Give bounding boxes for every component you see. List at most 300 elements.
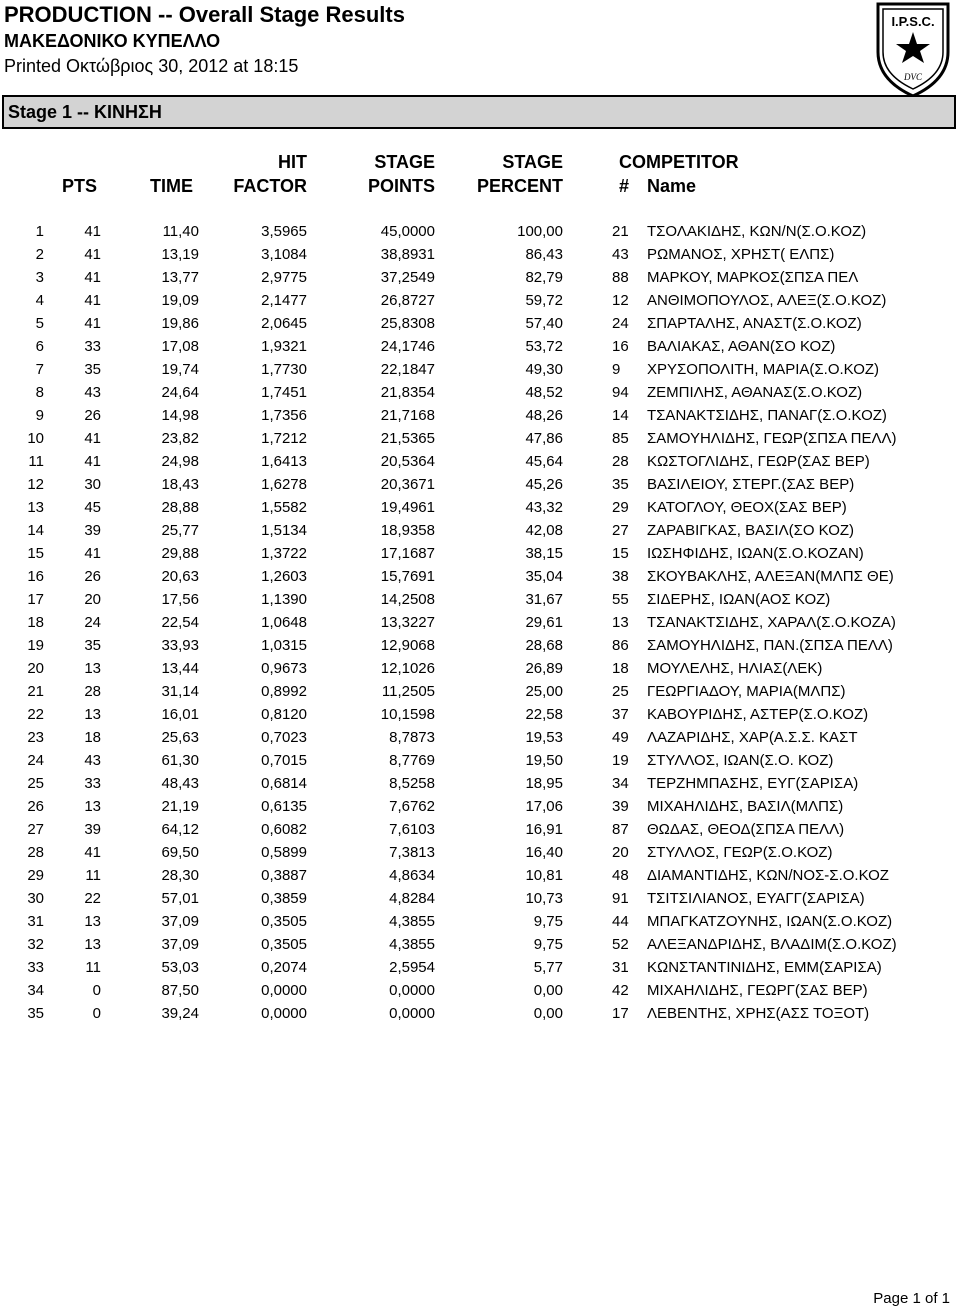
cell-time: 53,03 (161, 959, 199, 976)
cell-competitor-number: 86 (612, 637, 629, 654)
cell-time: 28,88 (161, 499, 199, 516)
cell-stage-points: 11,2505 (381, 683, 435, 700)
cell-stage-points: 25,8308 (380, 315, 435, 332)
table-row (0, 774, 960, 797)
cell-pts: 41 (84, 844, 101, 861)
cell-stage-percent: 45,64 (525, 453, 563, 470)
cell-time: 17,56 (161, 591, 199, 608)
cell-time: 13,19 (161, 246, 199, 263)
cell-pts: 26 (84, 407, 101, 424)
table-row (0, 291, 960, 314)
report-subtitle: ΜΑΚΕΔΟΝΙΚΟ ΚΥΠΕΛΛΟ (4, 31, 221, 51)
cell-hit-factor: 1,2603 (261, 568, 307, 585)
cell-pts: 11 (85, 959, 101, 976)
cell-stage-points: 20,3671 (380, 476, 435, 493)
cell-competitor-name: ΣΠΑΡΤΑΛΗΣ, ΑΝΑΣΤ(Σ.Ο.ΚΟΖ) (647, 315, 862, 332)
cell-stage-points: 19,4961 (380, 499, 435, 516)
cell-competitor-name: ΧΡΥΣΟΠΟΛΙΤΗ, ΜΑΡΙΑ(Σ.Ο.ΚΟΖ) (647, 361, 880, 378)
cell-time: 17,08 (161, 338, 199, 355)
cell-time: 19,09 (161, 292, 199, 309)
cell-pts: 18 (84, 729, 101, 746)
cell-place: 13 (27, 499, 44, 516)
cell-stage-points: 38,8931 (380, 246, 435, 263)
cell-pts: 39 (84, 821, 101, 838)
cell-stage-points: 18,9358 (380, 522, 435, 539)
cell-competitor-name: ΣΑΜΟΥΗΛΙΔΗΣ, ΠΑΝ.(ΣΠΣΑ ΠΕΛΛ) (647, 637, 893, 654)
cell-competitor-number: 20 (612, 844, 629, 861)
cell-pts: 11 (85, 867, 101, 884)
cell-hit-factor: 1,7451 (261, 384, 307, 401)
cell-competitor-name: ΤΣΑΝΑΚΤΣΙΔΗΣ, ΧΑΡΑΛ(Σ.Ο.ΚΟΖΑ) (647, 614, 896, 631)
cell-hit-factor: 1,0315 (261, 637, 307, 654)
cell-stage-points: 4,8284 (389, 890, 435, 907)
cell-place: 25 (27, 775, 44, 792)
cell-place: 9 (35, 407, 44, 424)
cell-stage-points: 0,0000 (389, 982, 435, 999)
cell-pts: 22 (84, 890, 101, 907)
cell-stage-points: 8,7769 (389, 752, 435, 769)
cell-competitor-name: ΣΚΟΥΒΑΚΛΗΣ, ΑΛΕΞΑΝ(ΜΛΠΣ ΘΕ) (647, 568, 894, 585)
cell-stage-percent: 59,72 (525, 292, 563, 309)
cell-competitor-number: 18 (612, 660, 629, 677)
cell-competitor-number: 91 (612, 890, 629, 907)
cell-competitor-number: 16 (612, 338, 629, 355)
cell-time: 19,86 (161, 315, 199, 332)
table-row (0, 820, 960, 843)
cell-competitor-number: 43 (612, 246, 629, 263)
cell-competitor-name: ΒΑΣΙΛΕΙΟΥ, ΣΤΕΡΓ.(ΣΑΣ ΒΕΡ) (647, 476, 855, 493)
cell-place: 16 (27, 568, 44, 585)
cell-place: 4 (35, 292, 44, 309)
cell-place: 3 (35, 269, 44, 286)
cell-competitor-number: 12 (612, 292, 629, 309)
cell-time: 20,63 (161, 568, 199, 585)
table-row (0, 866, 960, 889)
cell-competitor-number: 21 (612, 223, 629, 240)
cell-stage-points: 26,8727 (380, 292, 435, 309)
cell-competitor-name: ΣΤΥΛΛΟΣ, ΓΕΩΡ(Σ.Ο.ΚΟΖ) (647, 844, 833, 861)
cell-competitor-number: 55 (612, 591, 629, 608)
cell-competitor-number: 87 (612, 821, 629, 838)
table-row (0, 567, 960, 590)
cell-time: 24,64 (161, 384, 199, 401)
table-row (0, 337, 960, 360)
cell-competitor-name: ΜΙΧΑΗΛΙΔΗΣ, ΓΕΩΡΓ(ΣΑΣ ΒΕΡ) (647, 982, 868, 999)
cell-place: 23 (27, 729, 44, 746)
cell-place: 19 (27, 637, 44, 654)
cell-time: 61,30 (161, 752, 199, 769)
cell-competitor-name: ΜΙΧΑΗΛΙΔΗΣ, ΒΑΣΙΛ(ΜΛΠΣ) (647, 798, 844, 815)
cell-hit-factor: 0,3505 (261, 913, 307, 930)
cell-stage-points: 20,5364 (380, 453, 435, 470)
cell-pts: 41 (84, 269, 101, 286)
cell-pts: 28 (84, 683, 101, 700)
stage-bar (2, 95, 956, 129)
cell-stage-points: 4,8634 (389, 867, 435, 884)
cell-competitor-name: ΚΑΒΟΥΡΙΔΗΣ, ΑΣΤΕΡ(Σ.Ο.ΚΟΖ) (647, 706, 869, 723)
cell-stage-points: 4,3855 (389, 936, 435, 953)
cell-stage-points: 2,5954 (389, 959, 435, 976)
cell-place: 29 (27, 867, 44, 884)
cell-hit-factor: 0,6135 (261, 798, 307, 815)
cell-time: 48,43 (161, 775, 199, 792)
table-row (0, 682, 960, 705)
table-row (0, 498, 960, 521)
cell-place: 5 (35, 315, 44, 332)
cell-place: 12 (27, 476, 44, 493)
cell-stage-percent: 22,58 (525, 706, 563, 723)
cell-stage-percent: 0,00 (533, 1005, 563, 1022)
cell-stage-percent: 49,30 (525, 361, 563, 378)
cell-competitor-number: 13 (612, 614, 629, 631)
cell-time: 87,50 (161, 982, 199, 999)
cell-place: 18 (27, 614, 44, 631)
stage-name: Stage 1 -- ΚΙΝΗΣΗ (8, 102, 162, 122)
printed-date: Printed Οκτώβριος 30, 2012 at 18:15 (4, 56, 299, 76)
cell-time: 24,98 (161, 453, 199, 470)
cell-stage-points: 21,7168 (380, 407, 435, 424)
cell-pts: 24 (84, 614, 101, 631)
cell-competitor-name: ΣΙΔΕΡΗΣ, ΙΩΑΝ(ΑΟΣ ΚΟΖ) (647, 591, 831, 608)
cell-hit-factor: 0,2074 (261, 959, 307, 976)
table-row (0, 268, 960, 291)
col-stage-2: STAGE (502, 152, 563, 172)
table-row (0, 429, 960, 452)
cell-pts: 41 (84, 246, 101, 263)
results-table (0, 222, 960, 1027)
cell-competitor-name: ΣΤΥΛΛΟΣ, ΙΩΑΝ(Σ.Ο. ΚΟΖ) (647, 752, 834, 769)
cell-place: 7 (35, 361, 44, 378)
cell-stage-percent: 86,43 (525, 246, 563, 263)
cell-competitor-number: 9 (612, 361, 621, 378)
table-row (0, 452, 960, 475)
cell-pts: 13 (84, 660, 101, 677)
cell-competitor-number: 17 (612, 1005, 629, 1022)
cell-place: 8 (35, 384, 44, 401)
cell-place: 17 (27, 591, 44, 608)
cell-stage-percent: 48,52 (525, 384, 563, 401)
cell-stage-points: 15,7691 (380, 568, 435, 585)
cell-competitor-name: ΛΕΒΕΝΤΗΣ, ΧΡΗΣ(ΑΣΣ ΤΟΞΟΤ) (647, 1005, 870, 1022)
cell-competitor-name: ΑΛΕΞΑΝΔΡΙΔΗΣ, ΒΛΑΔΙΜ(Σ.Ο.ΚΟΖ) (647, 936, 897, 953)
cell-stage-percent: 57,40 (525, 315, 563, 332)
cell-place: 27 (27, 821, 44, 838)
cell-hit-factor: 0,6814 (261, 775, 307, 792)
cell-competitor-number: 37 (612, 706, 629, 723)
cell-place: 26 (27, 798, 44, 815)
cell-stage-points: 22,1847 (380, 361, 435, 378)
cell-stage-percent: 16,91 (525, 821, 563, 838)
cell-time: 39,24 (161, 1005, 199, 1022)
cell-pts: 13 (84, 798, 101, 815)
cell-stage-percent: 19,50 (525, 752, 563, 769)
cell-competitor-name: ΚΩΝΣΤΑΝΤΙΝΙΔΗΣ, ΕΜΜ(ΣΑΡΙΣΑ) (647, 959, 882, 976)
cell-competitor-name: ΜΑΡΚΟΥ, ΜΑΡΚΟΣ(ΣΠΣΑ ΠΕΛ (647, 269, 859, 286)
cell-place: 32 (27, 936, 44, 953)
cell-pts: 33 (84, 338, 101, 355)
cell-hit-factor: 3,1084 (261, 246, 307, 263)
cell-stage-points: 21,5365 (380, 430, 435, 447)
cell-hit-factor: 0,8992 (261, 683, 307, 700)
cell-stage-percent: 5,77 (533, 959, 563, 976)
cell-pts: 35 (84, 361, 101, 378)
cell-competitor-number: 28 (612, 453, 629, 470)
cell-time: 13,77 (161, 269, 199, 286)
cell-stage-points: 37,2549 (380, 269, 435, 286)
cell-competitor-name: ΘΩΔΑΣ, ΘΕΟΔ(ΣΠΣΑ ΠΕΛΛ) (647, 821, 845, 838)
cell-time: 19,74 (161, 361, 199, 378)
cell-pts: 41 (84, 453, 101, 470)
cell-competitor-number: 85 (612, 430, 629, 447)
cell-competitor-number: 19 (612, 752, 629, 769)
cell-stage-points: 4,3855 (389, 913, 435, 930)
cell-time: 25,77 (161, 522, 199, 539)
table-row (0, 521, 960, 544)
table-row (0, 383, 960, 406)
cell-competitor-number: 44 (612, 913, 629, 930)
cell-hit-factor: 1,7730 (261, 361, 307, 378)
cell-competitor-name: ΜΠΑΓΚΑΤΖΟΥΝΗΣ, ΙΩΑΝ(Σ.Ο.ΚΟΖ) (647, 913, 893, 930)
cell-hit-factor: 0,7015 (261, 752, 307, 769)
cell-competitor-name: ΤΣΟΛΑΚΙΔΗΣ, ΚΩΝ/Ν(Σ.Ο.ΚΟΖ) (647, 223, 867, 240)
table-row (0, 843, 960, 866)
cell-place: 31 (27, 913, 44, 930)
cell-hit-factor: 0,9673 (261, 660, 307, 677)
col-hit: HIT (278, 152, 307, 172)
cell-competitor-number: 48 (612, 867, 629, 884)
cell-time: 64,12 (161, 821, 199, 838)
cell-stage-points: 10,1598 (380, 706, 435, 723)
cell-stage-percent: 9,75 (533, 913, 563, 930)
cell-hit-factor: 1,6278 (261, 476, 307, 493)
cell-competitor-name: ΜΟΥΛΕΛΗΣ, ΗΛΙΑΣ(ΛΕΚ) (647, 660, 823, 677)
cell-competitor-name: ΛΑΖΑΡΙΔΗΣ, ΧΑΡ(Α.Σ.Σ. ΚΑΣΤ (647, 729, 858, 746)
cell-time: 28,30 (161, 867, 199, 884)
cell-stage-points: 14,2508 (380, 591, 435, 608)
cell-pts: 0 (92, 982, 101, 999)
cell-time: 31,14 (161, 683, 199, 700)
table-row (0, 544, 960, 567)
col-name: Name (647, 176, 697, 196)
cell-time: 57,01 (161, 890, 199, 907)
cell-stage-percent: 31,67 (525, 591, 563, 608)
cell-time: 33,93 (161, 637, 199, 654)
cell-stage-percent: 45,26 (525, 476, 563, 493)
table-row (0, 245, 960, 268)
cell-stage-percent: 18,95 (525, 775, 563, 792)
cell-hit-factor: 1,7356 (261, 407, 307, 424)
cell-time: 22,54 (161, 614, 199, 631)
cell-competitor-number: 88 (612, 269, 629, 286)
cell-competitor-number: 38 (612, 568, 629, 585)
cell-stage-points: 21,8354 (380, 384, 435, 401)
cell-competitor-number: 94 (612, 384, 629, 401)
cell-stage-percent: 38,15 (525, 545, 563, 562)
logo-top-text: I.P.S.C. (891, 14, 935, 29)
cell-pts: 41 (84, 315, 101, 332)
cell-stage-percent: 10,73 (525, 890, 563, 907)
cell-place: 10 (27, 430, 44, 447)
cell-pts: 13 (84, 913, 101, 930)
cell-competitor-number: 39 (612, 798, 629, 815)
cell-stage-percent: 48,26 (525, 407, 563, 424)
cell-pts: 41 (84, 430, 101, 447)
cell-place: 2 (35, 246, 44, 263)
cell-competitor-name: ΡΩΜΑΝΟΣ, ΧΡΗΣΤ( ΕΛΠΣ) (647, 246, 835, 263)
cell-place: 22 (27, 706, 44, 723)
cell-stage-percent: 82,79 (525, 269, 563, 286)
cell-competitor-number: 14 (612, 407, 629, 424)
cell-stage-points: 7,6103 (389, 821, 435, 838)
cell-time: 18,43 (161, 476, 199, 493)
cell-stage-points: 0,0000 (389, 1005, 435, 1022)
cell-hit-factor: 2,0645 (261, 315, 307, 332)
cell-stage-percent: 0,00 (533, 982, 563, 999)
table-row (0, 912, 960, 935)
cell-competitor-name: ΤΕΡΖΗΜΠΑΣΗΣ, ΕΥΓ(ΣΑΡΙΣΑ) (647, 775, 859, 792)
logo-bottom-text: DVC (904, 72, 922, 82)
cell-hit-factor: 0,7023 (261, 729, 307, 746)
cell-hit-factor: 3,5965 (261, 223, 307, 240)
cell-stage-points: 17,1687 (380, 545, 435, 562)
cell-pts: 20 (84, 591, 101, 608)
table-row (0, 889, 960, 912)
cell-hit-factor: 1,7212 (261, 430, 307, 447)
cell-stage-percent: 26,89 (525, 660, 563, 677)
cell-competitor-name: ΤΣΑΝΑΚΤΣΙΔΗΣ, ΠΑΝΑΓ(Σ.Ο.ΚΟΖ) (647, 407, 887, 424)
table-row (0, 475, 960, 498)
cell-pts: 13 (84, 936, 101, 953)
cell-hit-factor: 0,5899 (261, 844, 307, 861)
cell-stage-points: 7,6762 (389, 798, 435, 815)
cell-time: 13,44 (161, 660, 199, 677)
cell-competitor-name: ΖΕΜΠΙΛΗΣ, ΑΘΑΝΑΣ(Σ.Ο.ΚΟΖ) (647, 384, 863, 401)
cell-stage-percent: 47,86 (525, 430, 563, 447)
cell-competitor-name: ΖΑΡΑΒΙΓΚΑΣ, ΒΑΣΙΛ(ΣΟ ΚΟΖ) (647, 522, 855, 539)
cell-stage-percent: 16,40 (525, 844, 563, 861)
cell-pts: 0 (92, 1005, 101, 1022)
cell-competitor-number: 24 (612, 315, 629, 332)
cell-competitor-name: ΑΝΘΙΜΟΠΟΥΛΟΣ, ΑΛΕΞ(Σ.Ο.ΚΟΖ) (647, 292, 887, 309)
cell-hit-factor: 0,3505 (261, 936, 307, 953)
cell-place: 24 (27, 752, 44, 769)
col-stage: STAGE (374, 152, 435, 172)
table-row (0, 797, 960, 820)
cell-time: 21,19 (161, 798, 199, 815)
cell-pts: 45 (84, 499, 101, 516)
cell-time: 23,82 (161, 430, 199, 447)
cell-stage-percent: 100,00 (517, 223, 563, 240)
cell-hit-factor: 1,5582 (261, 499, 307, 516)
cell-hit-factor: 1,3722 (261, 545, 307, 562)
cell-place: 14 (27, 522, 44, 539)
cell-pts: 30 (84, 476, 101, 493)
cell-competitor-number: 31 (612, 959, 629, 976)
cell-pts: 33 (84, 775, 101, 792)
cell-hit-factor: 0,0000 (261, 982, 307, 999)
cell-stage-percent: 9,75 (533, 936, 563, 953)
table-row (0, 958, 960, 981)
cell-stage-points: 12,1026 (380, 660, 435, 677)
cell-competitor-number: 52 (612, 936, 629, 953)
col-percent: PERCENT (476, 176, 563, 196)
cell-stage-points: 24,1746 (380, 338, 435, 355)
cell-stage-points: 8,7873 (389, 729, 435, 746)
cell-place: 28 (27, 844, 44, 861)
cell-place: 15 (27, 545, 44, 562)
cell-competitor-number: 15 (612, 545, 629, 562)
table-row (0, 751, 960, 774)
table-row (0, 222, 960, 245)
cell-place: 33 (27, 959, 44, 976)
table-row (0, 1004, 960, 1027)
cell-stage-percent: 35,04 (525, 568, 563, 585)
col-factor: FACTOR (233, 176, 307, 196)
cell-pts: 43 (84, 752, 101, 769)
cell-time: 25,63 (161, 729, 199, 746)
cell-place: 30 (27, 890, 44, 907)
cell-stage-percent: 29,61 (525, 614, 563, 631)
cell-competitor-name: ΓΕΩΡΓΙΑΔΟΥ, ΜΑΡΙΑ(ΜΛΠΣ) (647, 683, 846, 700)
table-row (0, 314, 960, 337)
cell-hit-factor: 0,0000 (261, 1005, 307, 1022)
cell-competitor-number: 25 (612, 683, 629, 700)
cell-stage-percent: 42,08 (525, 522, 563, 539)
cell-place: 35 (27, 1005, 44, 1022)
cell-stage-points: 8,5258 (389, 775, 435, 792)
cell-competitor-number: 27 (612, 522, 629, 539)
cell-pts: 41 (84, 545, 101, 562)
cell-stage-percent: 28,68 (525, 637, 563, 654)
cell-time: 29,88 (161, 545, 199, 562)
cell-hit-factor: 0,3887 (261, 867, 307, 884)
cell-competitor-number: 35 (612, 476, 629, 493)
cell-place: 34 (27, 982, 44, 999)
cell-pts: 43 (84, 384, 101, 401)
cell-pts: 13 (84, 706, 101, 723)
table-row (0, 728, 960, 751)
cell-hit-factor: 2,1477 (261, 292, 307, 309)
cell-competitor-name: ΙΩΣΗΦΙΔΗΣ, ΙΩΑΝ(Σ.Ο.ΚΟΖΑΝ) (647, 545, 864, 562)
cell-pts: 41 (84, 292, 101, 309)
table-row (0, 360, 960, 383)
cell-hit-factor: 1,9321 (261, 338, 307, 355)
report-title: PRODUCTION -- Overall Stage Results (4, 2, 405, 27)
ipsc-logo (872, 0, 954, 98)
cell-hit-factor: 0,3859 (261, 890, 307, 907)
cell-stage-points: 45,0000 (380, 223, 435, 240)
cell-hit-factor: 1,5134 (261, 522, 307, 539)
cell-stage-points: 12,9068 (380, 637, 435, 654)
table-row (0, 659, 960, 682)
cell-time: 16,01 (161, 706, 199, 723)
cell-competitor-name: ΣΑΜΟΥΗΛΙΔΗΣ, ΓΕΩΡ(ΣΠΣΑ ΠΕΛΛ) (647, 430, 897, 447)
cell-time: 69,50 (161, 844, 199, 861)
cell-competitor-number: 29 (612, 499, 629, 516)
cell-hit-factor: 2,9775 (261, 269, 307, 286)
cell-pts: 26 (84, 568, 101, 585)
table-row (0, 406, 960, 429)
cell-competitor-number: 42 (612, 982, 629, 999)
cell-time: 37,09 (161, 936, 199, 953)
table-row (0, 590, 960, 613)
col-competitor: COMPETITOR (619, 152, 739, 172)
cell-time: 37,09 (161, 913, 199, 930)
cell-competitor-name: ΒΑΛΙΑΚΑΣ, ΑΘΑΝ(ΣΟ ΚΟΖ) (647, 338, 836, 355)
cell-hit-factor: 0,6082 (261, 821, 307, 838)
table-row (0, 935, 960, 958)
table-row (0, 981, 960, 1004)
